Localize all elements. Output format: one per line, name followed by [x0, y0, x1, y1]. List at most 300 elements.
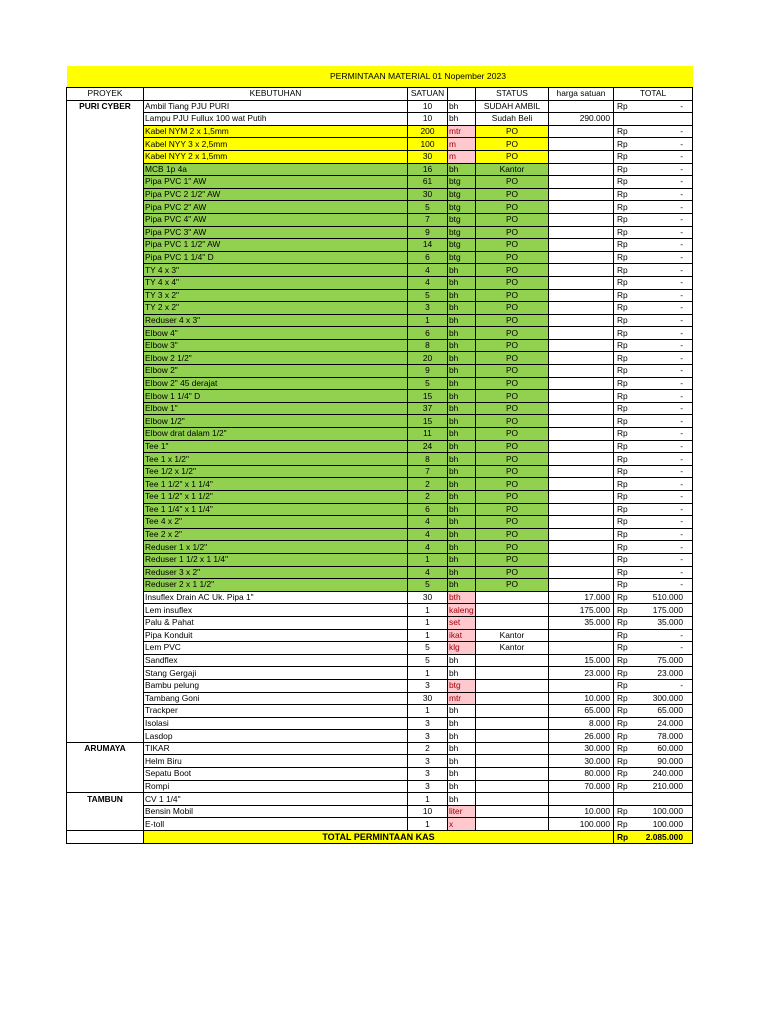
unit-price-cell: 80.000 [549, 768, 614, 781]
total-cell: - [644, 642, 693, 655]
unit-cell: bh [448, 352, 476, 365]
currency-cell: Rp [614, 289, 644, 302]
currency-cell: Rp [614, 150, 644, 163]
currency-cell: Rp [614, 768, 644, 781]
total-cell: - [644, 415, 693, 428]
quantity-cell: 1 [408, 667, 448, 680]
currency-cell: Rp [614, 264, 644, 277]
total-cell: - [644, 428, 693, 441]
currency-cell: Rp [614, 566, 644, 579]
proyek-cell [67, 113, 144, 126]
unit-cell: x [448, 818, 476, 831]
table-row [67, 339, 693, 352]
unit-cell: bh [448, 440, 476, 453]
item-cell: Lampu PJU Fullux 100 wat Putih [144, 113, 408, 126]
unit-cell: bh [448, 264, 476, 277]
status-cell [476, 717, 549, 730]
proyek-cell [67, 717, 144, 730]
material-table [66, 66, 693, 844]
proyek-cell [67, 805, 144, 818]
total-cell: - [644, 339, 693, 352]
currency-cell: Rp [614, 503, 644, 516]
currency-cell: Rp [614, 377, 644, 390]
proyek-cell [67, 201, 144, 214]
status-cell [476, 654, 549, 667]
status-cell: PO [476, 302, 549, 315]
table-row [67, 742, 693, 755]
status-cell [476, 591, 549, 604]
item-cell: Isolasi [144, 717, 408, 730]
table-row [67, 428, 693, 441]
item-cell: Tee 1 1/2" x 1 1/2" [144, 491, 408, 504]
table-row [67, 415, 693, 428]
quantity-cell: 1 [408, 604, 448, 617]
currency-cell: Rp [614, 730, 644, 743]
total-cell: - [644, 465, 693, 478]
item-cell: Lem PVC [144, 642, 408, 655]
proyek-cell [67, 302, 144, 315]
total-cell: 175.000 [644, 604, 693, 617]
item-cell: Kabel NYM 2 x 1,5mm [144, 125, 408, 138]
total-rp: Rp [614, 831, 644, 844]
unit-cell: set [448, 616, 476, 629]
total-cell: - [644, 553, 693, 566]
proyek-cell: ARUMAYA [67, 742, 144, 755]
unit-cell: bh [448, 453, 476, 466]
unit-price-cell: 290.000 [549, 113, 614, 126]
unit-price-cell [549, 150, 614, 163]
proyek-cell [67, 138, 144, 151]
unit-price-cell: 15.000 [549, 654, 614, 667]
unit-price-cell [549, 188, 614, 201]
status-cell: PO [476, 465, 549, 478]
proyek-cell [67, 667, 144, 680]
item-cell: Sandflex [144, 654, 408, 667]
proyek-cell [67, 654, 144, 667]
proyek-cell [67, 705, 144, 718]
table-row [67, 440, 693, 453]
unit-cell: m [448, 138, 476, 151]
proyek-cell [67, 289, 144, 302]
table-row [67, 793, 693, 806]
total-cell: - [644, 251, 693, 264]
currency-cell: Rp [614, 100, 644, 113]
unit-cell: bh [448, 365, 476, 378]
currency-cell: Rp [614, 239, 644, 252]
quantity-cell: 1 [408, 705, 448, 718]
item-cell: Helm Biru [144, 755, 408, 768]
unit-price-cell [549, 377, 614, 390]
status-cell: SUDAH AMBIL [476, 100, 549, 113]
currency-cell: Rp [614, 755, 644, 768]
unit-cell: btg [448, 213, 476, 226]
proyek-cell [67, 591, 144, 604]
status-cell [476, 793, 549, 806]
total-cell: 35.000 [644, 616, 693, 629]
quantity-cell: 4 [408, 516, 448, 529]
unit-cell: bh [448, 276, 476, 289]
unit-price-cell [549, 491, 614, 504]
currency-cell: Rp [614, 478, 644, 491]
unit-price-cell [549, 516, 614, 529]
table-row [67, 528, 693, 541]
status-cell: PO [476, 138, 549, 151]
table-row [67, 755, 693, 768]
unit-cell: bh [448, 667, 476, 680]
total-cell: - [644, 541, 693, 554]
proyek-cell [67, 314, 144, 327]
currency-cell: Rp [614, 276, 644, 289]
proyek-cell [67, 516, 144, 529]
unit-cell: bh [448, 327, 476, 340]
proyek-cell [67, 566, 144, 579]
unit-cell: bh [448, 339, 476, 352]
status-cell: PO [476, 579, 549, 592]
table-row [67, 377, 693, 390]
total-cell: - [644, 491, 693, 504]
status-cell: PO [476, 213, 549, 226]
currency-cell [614, 793, 644, 806]
unit-price-cell [549, 239, 614, 252]
item-cell: Elbow 1 1/4" D [144, 390, 408, 403]
total-cell: - [644, 440, 693, 453]
quantity-cell: 30 [408, 188, 448, 201]
currency-cell: Rp [614, 692, 644, 705]
status-cell: PO [476, 327, 549, 340]
item-cell: TIKAR [144, 742, 408, 755]
proyek-cell [67, 176, 144, 189]
status-cell: PO [476, 491, 549, 504]
table-row [67, 100, 693, 113]
item-cell: Pipa PVC 4" AW [144, 213, 408, 226]
unit-price-cell [549, 213, 614, 226]
status-cell: PO [476, 251, 549, 264]
proyek-cell [67, 251, 144, 264]
unit-price-cell [549, 478, 614, 491]
table-row [67, 226, 693, 239]
currency-cell: Rp [614, 818, 644, 831]
status-cell [476, 755, 549, 768]
currency-cell: Rp [614, 415, 644, 428]
unit-cell: bh [448, 717, 476, 730]
unit-price-cell [549, 553, 614, 566]
unit-price-cell [549, 390, 614, 403]
unit-price-cell: 100.000 [549, 818, 614, 831]
unit-price-cell [549, 642, 614, 655]
unit-price-cell: 35.000 [549, 616, 614, 629]
currency-cell: Rp [614, 553, 644, 566]
unit-price-cell [549, 100, 614, 113]
proyek-cell [67, 491, 144, 504]
quantity-cell: 30 [408, 591, 448, 604]
unit-cell: bh [448, 579, 476, 592]
currency-cell: Rp [614, 528, 644, 541]
unit-price-cell [549, 465, 614, 478]
status-cell: Kantor [476, 629, 549, 642]
total-cell [644, 793, 693, 806]
proyek-cell [67, 541, 144, 554]
proyek-cell [67, 604, 144, 617]
currency-cell: Rp [614, 805, 644, 818]
item-cell: Insuflex Drain AC Uk. Pipa 1" [144, 591, 408, 604]
total-cell: - [644, 239, 693, 252]
title-row [67, 66, 693, 88]
currency-cell: Rp [614, 516, 644, 529]
status-cell: PO [476, 188, 549, 201]
item-cell: Kabel NYY 3 x 2,5mm [144, 138, 408, 151]
currency-cell: Rp [614, 428, 644, 441]
unit-price-cell [549, 352, 614, 365]
currency-cell: Rp [614, 365, 644, 378]
total-cell: - [644, 377, 693, 390]
unit-cell: mtr [448, 692, 476, 705]
quantity-cell: 24 [408, 440, 448, 453]
unit-cell: klg [448, 642, 476, 655]
table-row [67, 780, 693, 793]
unit-price-cell [549, 339, 614, 352]
item-cell: Tee 4 x 2" [144, 516, 408, 529]
proyek-cell [67, 327, 144, 340]
unit-cell: bh [448, 730, 476, 743]
status-cell: PO [476, 264, 549, 277]
item-cell: Pipa PVC 2 1/2" AW [144, 188, 408, 201]
quantity-cell: 10 [408, 113, 448, 126]
item-cell: Elbow 1" [144, 402, 408, 415]
quantity-cell: 30 [408, 692, 448, 705]
total-cell: - [644, 566, 693, 579]
status-cell: PO [476, 125, 549, 138]
currency-cell: Rp [614, 339, 644, 352]
proyek-cell [67, 465, 144, 478]
status-cell: PO [476, 390, 549, 403]
table-row [67, 491, 693, 504]
total-cell: - [644, 314, 693, 327]
table-row [67, 717, 693, 730]
header-satuan: SATUAN [408, 88, 448, 101]
total-cell: - [644, 163, 693, 176]
table-row [67, 163, 693, 176]
currency-cell: Rp [614, 251, 644, 264]
status-cell: PO [476, 239, 549, 252]
table-row [67, 654, 693, 667]
item-cell: Bensin Mobil [144, 805, 408, 818]
item-cell: Tee 1" [144, 440, 408, 453]
proyek-cell [67, 226, 144, 239]
table-row [67, 818, 693, 831]
table-row [67, 138, 693, 151]
status-cell [476, 705, 549, 718]
currency-cell: Rp [614, 541, 644, 554]
unit-price-cell [549, 176, 614, 189]
quantity-cell: 3 [408, 717, 448, 730]
quantity-cell: 1 [408, 616, 448, 629]
table-row [67, 553, 693, 566]
quantity-cell: 37 [408, 402, 448, 415]
unit-price-cell: 17.000 [549, 591, 614, 604]
item-cell: Elbow 3" [144, 339, 408, 352]
unit-cell: bh [448, 780, 476, 793]
unit-price-cell [549, 226, 614, 239]
item-cell: Pipa PVC 3" AW [144, 226, 408, 239]
total-label: TOTAL PERMINTAAN KAS [144, 831, 614, 844]
unit-cell: bh [448, 377, 476, 390]
header-kebutuhan: KEBUTUHAN [144, 88, 408, 101]
sheet-title: PERMINTAAN MATERIAL 01 Nopember 2023 [144, 66, 693, 88]
item-cell: Pipa PVC 2" AW [144, 201, 408, 214]
proyek-cell [67, 428, 144, 441]
table-row [67, 566, 693, 579]
proyek-cell [67, 553, 144, 566]
table-row [67, 453, 693, 466]
total-cell: 60.000 [644, 742, 693, 755]
total-cell: - [644, 478, 693, 491]
unit-price-cell: 65.000 [549, 705, 614, 718]
currency-cell: Rp [614, 654, 644, 667]
quantity-cell: 200 [408, 125, 448, 138]
quantity-cell: 10 [408, 805, 448, 818]
item-cell: Elbow 2" 45 derajat [144, 377, 408, 390]
quantity-cell: 9 [408, 226, 448, 239]
unit-cell: bh [448, 163, 476, 176]
total-cell: - [644, 390, 693, 403]
status-cell: PO [476, 276, 549, 289]
proyek-cell [67, 642, 144, 655]
status-cell: PO [476, 541, 549, 554]
quantity-cell: 30 [408, 150, 448, 163]
total-cell: - [644, 629, 693, 642]
proyek-cell [67, 163, 144, 176]
item-cell: Elbow 2" [144, 365, 408, 378]
proyek-cell [67, 125, 144, 138]
total-cell: - [644, 365, 693, 378]
currency-cell: Rp [614, 188, 644, 201]
proyek-cell [67, 339, 144, 352]
quantity-cell: 3 [408, 302, 448, 315]
table-row [67, 150, 693, 163]
table-row [67, 705, 693, 718]
item-cell: Lasdop [144, 730, 408, 743]
proyek-cell [67, 415, 144, 428]
table-row [67, 692, 693, 705]
unit-cell: btg [448, 251, 476, 264]
total-cell: 210.000 [644, 780, 693, 793]
unit-price-cell: 23.000 [549, 667, 614, 680]
proyek-cell [67, 377, 144, 390]
total-cell: 100.000 [644, 818, 693, 831]
unit-cell: m [448, 150, 476, 163]
status-cell: PO [476, 453, 549, 466]
unit-price-cell [549, 528, 614, 541]
status-cell [476, 805, 549, 818]
unit-price-cell [549, 415, 614, 428]
quantity-cell: 2 [408, 491, 448, 504]
total-cell: 23.000 [644, 667, 693, 680]
quantity-cell: 100 [408, 138, 448, 151]
unit-price-cell [549, 402, 614, 415]
total-cell: - [644, 528, 693, 541]
total-cell: - [644, 176, 693, 189]
currency-cell: Rp [614, 780, 644, 793]
quantity-cell: 5 [408, 201, 448, 214]
currency-cell: Rp [614, 201, 644, 214]
currency-cell: Rp [614, 616, 644, 629]
proyek-cell [67, 579, 144, 592]
item-cell: Rompi [144, 780, 408, 793]
item-cell: CV 1 1/4" [144, 793, 408, 806]
currency-cell: Rp [614, 402, 644, 415]
item-cell: Elbow drat dalam 1/2" [144, 428, 408, 441]
proyek-cell [67, 188, 144, 201]
quantity-cell: 7 [408, 213, 448, 226]
unit-price-cell: 10.000 [549, 805, 614, 818]
status-cell: PO [476, 289, 549, 302]
total-cell: 24.000 [644, 717, 693, 730]
item-cell: Tee 1 1/4" x 1 1/4" [144, 503, 408, 516]
unit-cell: bh [448, 465, 476, 478]
total-cell: - [644, 503, 693, 516]
quantity-cell: 6 [408, 251, 448, 264]
unit-cell: bh [448, 402, 476, 415]
unit-price-cell: 30.000 [549, 742, 614, 755]
item-cell: Reduser 4 x 3" [144, 314, 408, 327]
currency-cell: Rp [614, 176, 644, 189]
quantity-cell: 1 [408, 553, 448, 566]
currency-cell: Rp [614, 327, 644, 340]
total-cell: - [644, 213, 693, 226]
quantity-cell: 5 [408, 289, 448, 302]
total-cell: - [644, 352, 693, 365]
unit-price-cell [549, 503, 614, 516]
total-cell: - [644, 327, 693, 340]
status-cell [476, 616, 549, 629]
status-cell: PO [476, 226, 549, 239]
item-cell: Reduser 2 x 1 1/2" [144, 579, 408, 592]
proyek-cell [67, 629, 144, 642]
status-cell: PO [476, 314, 549, 327]
total-cell: 75.000 [644, 654, 693, 667]
status-cell: Sudah Beli [476, 113, 549, 126]
item-cell: TY 4 x 3" [144, 264, 408, 277]
unit-cell: bth [448, 591, 476, 604]
status-cell: PO [476, 516, 549, 529]
unit-price-cell [549, 125, 614, 138]
table-row [67, 616, 693, 629]
table-row [67, 213, 693, 226]
table-row [67, 541, 693, 554]
item-cell: Bambu pelung [144, 679, 408, 692]
unit-cell: bh [448, 793, 476, 806]
currency-cell: Rp [614, 213, 644, 226]
proyek-cell [67, 679, 144, 692]
status-cell [476, 667, 549, 680]
total-cell: - [644, 402, 693, 415]
table-row [67, 176, 693, 189]
unit-price-cell [549, 251, 614, 264]
total-cell: - [644, 679, 693, 692]
unit-price-cell [549, 541, 614, 554]
table-row [67, 327, 693, 340]
unit-cell: btg [448, 679, 476, 692]
table-row [67, 768, 693, 781]
quantity-cell: 6 [408, 503, 448, 516]
unit-cell: bh [448, 314, 476, 327]
quantity-cell: 11 [408, 428, 448, 441]
quantity-cell: 5 [408, 377, 448, 390]
proyek-cell [67, 150, 144, 163]
item-cell: TY 2 x 2" [144, 302, 408, 315]
proyek-cell [67, 276, 144, 289]
quantity-cell: 4 [408, 566, 448, 579]
